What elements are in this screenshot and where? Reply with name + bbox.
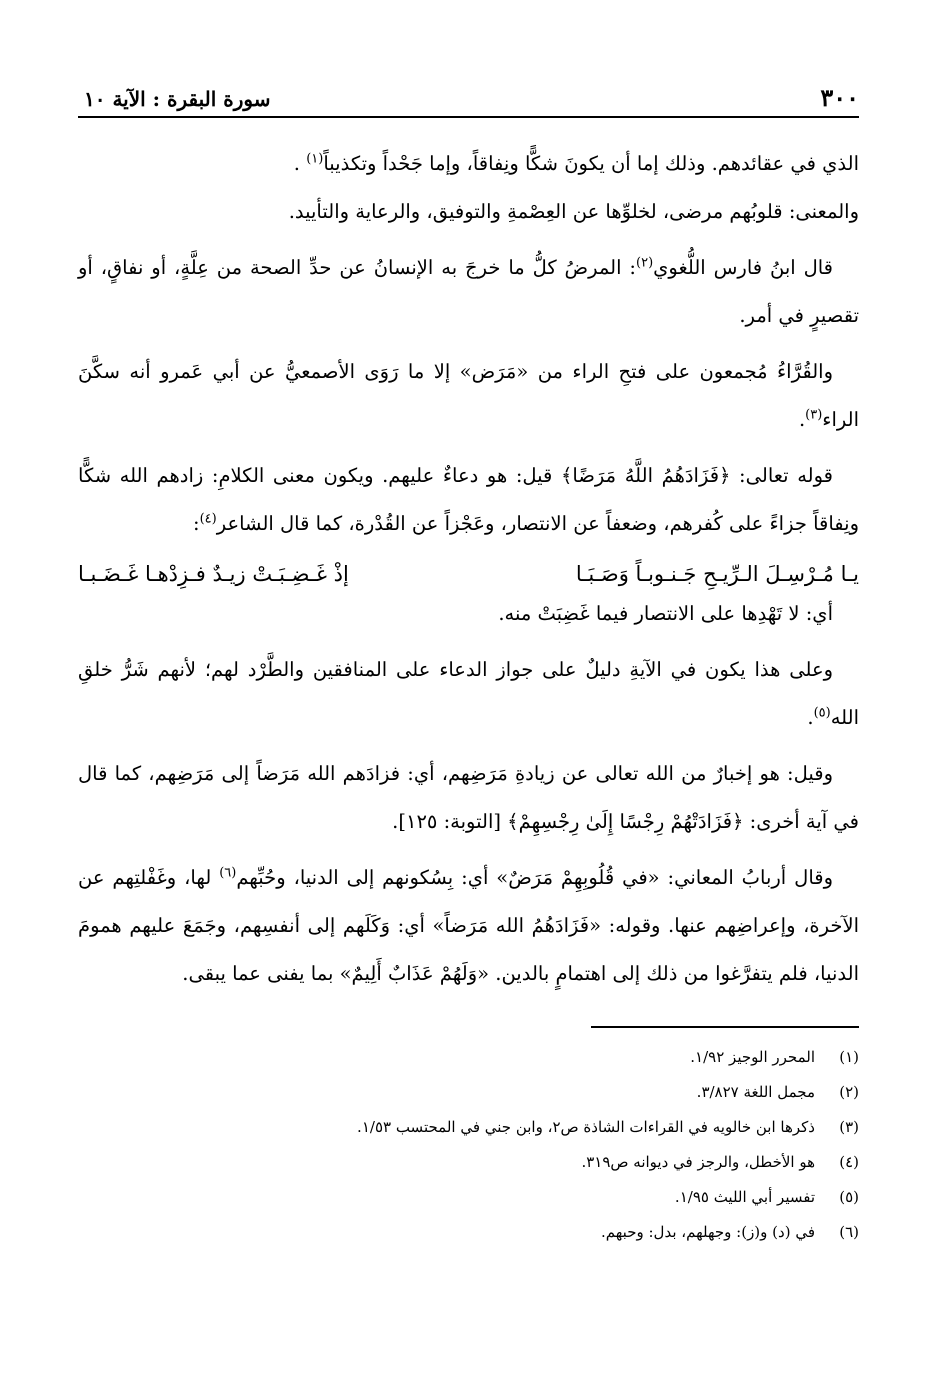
text-span: .	[798, 408, 806, 431]
footnote-item	[78, 1180, 859, 1215]
main-text	[78, 140, 859, 998]
footnote-item	[78, 1075, 859, 1110]
text-span: : المرضُ كلُّ ما خرجَ به الإنسانُ عن حدِّ الصحة من عِلَّةٍ، أو نفاقٍ، أو تقصيرٍ في أمر.	[78, 256, 859, 327]
text-span: :	[193, 512, 200, 535]
footnote-ref: (٥)	[813, 705, 831, 721]
paragraph-7	[78, 646, 859, 742]
text-span: قوله تعالى: ﴿فَزَادَهُمُ اللَّهُ مَرَضًا﴾ قيل: هو دعاءٌ عليهم. ويكون معنى الكلامِ: زادهم الله شكًّا ونِفاقاً جزاءً على كُفرهم، وضعفاً عن الانتصار، وعَجْزاً عن القُدْرة، كما قال الشاعر	[78, 464, 859, 535]
footnote-number: (٤)	[839, 1153, 859, 1171]
text-span: قال ابنُ فارس اللُّغوي	[653, 256, 833, 279]
paragraph-2: والمعنى: قلوبُهم مرضى، لخلوِّها عن العِصْمةِ والتوفيق، والرعاية والتأييد.	[288, 200, 859, 223]
text-span: وقال أربابُ المعاني: «في قُلُوبِهِمْ مَرَضٌ» أي: بِسُكونهم إلى الدنيا، وحُبِّهم	[236, 866, 833, 889]
footnote-number: (٦)	[839, 1223, 859, 1241]
footnote-item	[78, 1215, 859, 1250]
footnote-number: (٢)	[839, 1083, 859, 1101]
footnote-ref: (٣)	[805, 407, 823, 423]
verse-first-hemistich: يـا مُـرْسِـلَ الـرِّيـحِ جَـنـوبـاً وَصَـبَـا	[575, 562, 859, 586]
verse-second-hemistich: إذْ غَـضِـبَـتْ زيـدٌ فـزِدْهـا غَـضَـبـا	[78, 562, 349, 586]
footnotes	[78, 1040, 859, 1250]
footnote-text: تفسير أبي الليث ١/٩٥.	[674, 1188, 815, 1206]
text-span: وعلى هذا يكون في الآيةِ دليلٌ على جواز الدعاء على المنافقين والطَّرْد لهم؛ لأنهم شَرُّ خلقِ الله	[78, 658, 859, 729]
footnote-number: (٥)	[839, 1188, 859, 1206]
footnote-text: في (د) و(ز): وجهلهم، بدل: وحبهم.	[601, 1223, 815, 1241]
footnote-ref: (١)	[306, 151, 324, 167]
text-span: .	[807, 706, 814, 729]
footnote-text: هو الأخطل، والرجز في ديوانه ص٣١٩.	[581, 1153, 815, 1171]
page-number: ٣٠٠	[820, 83, 859, 112]
footnote-divider	[591, 1026, 859, 1028]
paragraph-9	[78, 854, 859, 998]
text-span: والقُرَّاءُ مُجمعون على فتحِ الراء من «مَرَض» إلا ما رَوَى الأصمعيُّ عن أبي عَمرو أنه سكَّنَ الراء	[78, 360, 859, 431]
footnote-ref: (٦)	[219, 865, 237, 881]
footnote-item	[78, 1040, 859, 1075]
footnote-ref: (٢)	[636, 255, 654, 271]
footnote-number: (١)	[839, 1048, 859, 1066]
paragraph-1	[78, 140, 859, 188]
footnote-number: (٣)	[839, 1118, 859, 1136]
text-span: لها، وغَفْلتِهم عن الآخرة، وإعراضِهم عنها. وقوله: «فَزَادَهُمُ الله مَرَضاً» أي: وَكَلَهم إلى أنفسِهم، وجَمَعَ عليهم همومَ الدنيا، فلم يتفرَّغوا من ذلك إلى اهتمامٍ بالدين. «وَلَهُمْ عَذَابٌ أَلِيمٌ» بما يفنى عما يبقى.	[78, 866, 859, 985]
paragraph-8: وقيل: هو إخبارٌ من الله تعالى عن زيادةِ مَرَضِهم، أي: فزادَهم الله مَرَضاً إلى مَرَضِهم، كما قال في آية أخرى: ﴿فَزَادَتْهُمْ رِجْسًا إِلَىٰ رِجْسِهِمْ﴾ [التوبة: ١٢٥].	[78, 762, 859, 833]
paragraph-3	[78, 244, 859, 340]
footnote-text: ذكرها ابن خالويه في القراءات الشاذة ص٢، وابن جني في المحتسب ١/٥٣.	[357, 1118, 815, 1136]
text-span: .	[293, 152, 307, 175]
footnote-text: المحرر الوجيز ١/٩٢.	[690, 1048, 815, 1066]
paragraph-4	[78, 348, 859, 444]
paragraph-6: أي: لا تَهْدِها على الانتصار فيما غَضِبَتْ منه.	[498, 602, 833, 625]
book-page	[78, 82, 859, 1382]
footnote-text: مجمل اللغة ٣/٨٢٧.	[696, 1083, 815, 1101]
running-title: سورة البقرة : الآية ١٠	[84, 87, 271, 111]
text-span: الذي في عقائدهم. وذلك إما أن يكونَ شكًّا ونِفاقاً، وإما جَحْداً وتكذيباً	[323, 152, 859, 175]
footnote-item	[78, 1110, 859, 1145]
paragraph-5	[78, 452, 859, 548]
footnote-ref: (٤)	[199, 511, 217, 527]
running-header	[78, 82, 859, 118]
footnote-item	[78, 1145, 859, 1180]
